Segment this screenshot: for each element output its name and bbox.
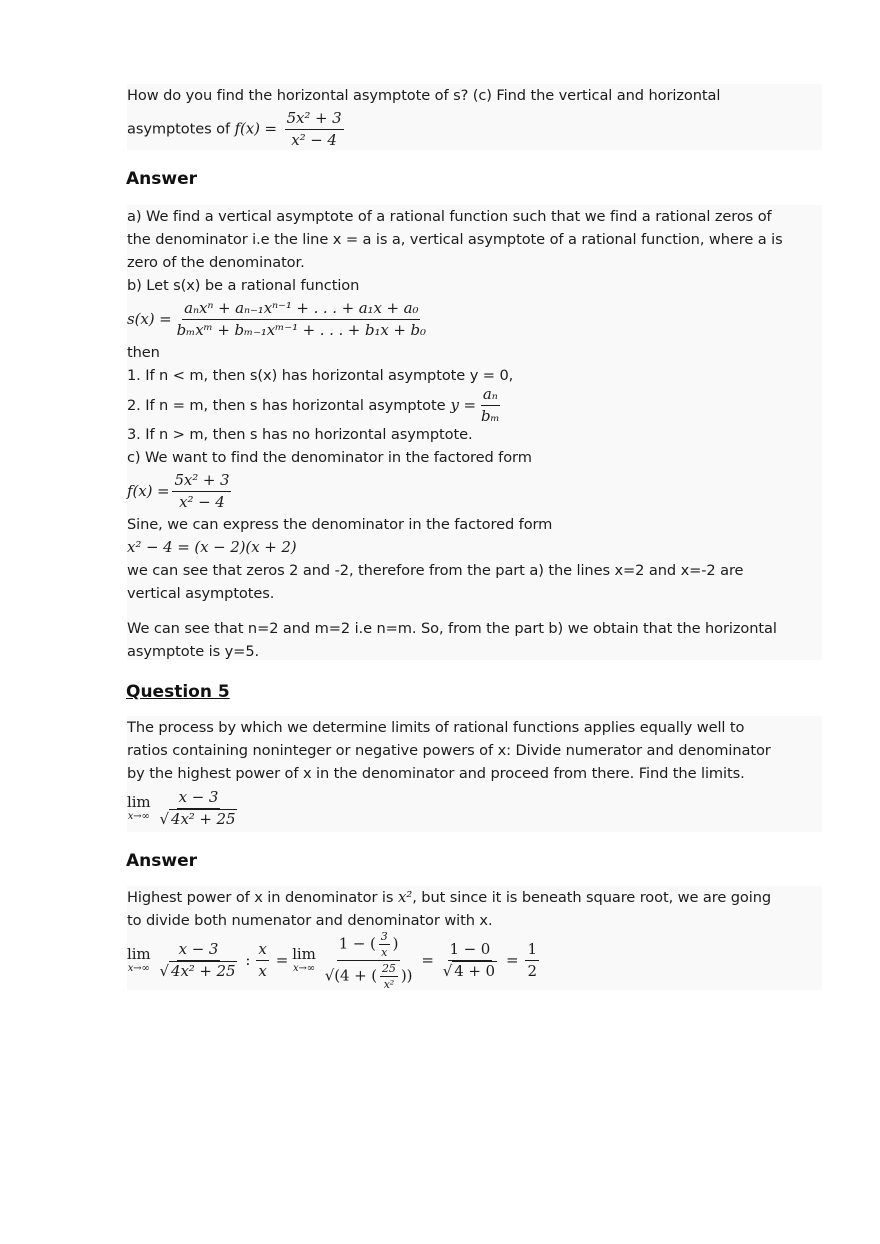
answer-line: the denominator i.e the line x = a is a, vertical asymptote of a rational function, where a is bbox=[127, 231, 783, 248]
fraction-denominator: √ 4 + 0 bbox=[442, 961, 495, 980]
math-y-lhs: y = bbox=[450, 395, 476, 414]
equals-sign: = bbox=[421, 950, 434, 969]
fraction-denominator: √ 4x² + 25 bbox=[159, 961, 236, 980]
answer-line: we can see that zeros 2 and -2, therefore from the part a) the lines x=2 and x=-2 are bbox=[127, 562, 744, 579]
answer-line: then bbox=[127, 344, 160, 361]
question-line: The process by which we determine limits of rational functions applies equally well to bbox=[127, 719, 745, 736]
fraction-numerator: 5x² + 3 bbox=[285, 109, 344, 130]
formula-s bbox=[127, 297, 822, 341]
fraction-denominator: x bbox=[258, 961, 267, 980]
answer-2-body bbox=[127, 886, 822, 990]
limit-subscript: x→∞ bbox=[292, 963, 316, 974]
answer-line: vertical asymptotes. bbox=[127, 585, 275, 602]
answer-line: We can see that n=2 and m=2 i.e n=m. So, from the part b) we obtain that the horizontal bbox=[127, 620, 777, 637]
math-part: 1 − ( bbox=[338, 934, 376, 952]
fraction bbox=[441, 940, 499, 981]
fraction-denominator: √(4 + ( $\frac{25}{\text{x²}}$ )) bbox=[324, 961, 413, 991]
answer-line: Sine, we can express the denominator in the factored form bbox=[127, 516, 553, 533]
fraction-denominator: bₘxᵐ + bₘ₋₁xᵐ⁻¹ + . . . + b₁x + b₀ bbox=[176, 320, 426, 339]
answer-line: asymptote is y=5. bbox=[127, 643, 260, 660]
rule-1: 1. If n < m, then s(x) has horizontal asymptote y = 0, bbox=[127, 367, 514, 384]
limit-label: lim bbox=[127, 793, 151, 811]
fraction-numerator: aₙxⁿ + aₙ₋₁xⁿ⁻¹ + . . . + a₁x + a₀ bbox=[182, 299, 420, 320]
answer-line: b) Let s(x) be a rational function bbox=[127, 277, 360, 294]
fraction bbox=[256, 940, 268, 981]
limit-subscript: x→∞ bbox=[127, 811, 150, 822]
fraction-denominator: x² − 4 bbox=[179, 492, 225, 511]
rule-3: 3. If n > m, then s has no horizontal asymptote. bbox=[127, 426, 473, 443]
question-5-heading: Question 5 bbox=[126, 682, 230, 702]
answer-line: c) We want to find the denominator in the factored form bbox=[127, 449, 532, 466]
math-s-lhs: s(x) = bbox=[127, 309, 172, 328]
fraction-denominator: x² − 4 bbox=[291, 131, 337, 149]
fraction bbox=[379, 930, 390, 959]
formula-limit bbox=[127, 785, 822, 831]
limit-label: lim bbox=[292, 945, 316, 963]
formula-solution bbox=[127, 929, 822, 991]
fraction-denominator: bₘ bbox=[480, 406, 500, 425]
limit-operator bbox=[127, 793, 151, 823]
math-f-lhs: f(x) = bbox=[234, 119, 278, 138]
fraction bbox=[158, 788, 240, 829]
fraction bbox=[525, 940, 538, 981]
question-line: How do you find the horizontal asymptote of s? (c) Find the vertical and horizontal bbox=[127, 87, 721, 104]
answer-line: to divide both numenator and denominator with x. bbox=[127, 912, 493, 929]
fraction-denominator: x² bbox=[383, 977, 395, 991]
math-part: ) bbox=[392, 934, 399, 952]
question-5-body bbox=[127, 716, 822, 832]
equals-sign: = bbox=[275, 950, 289, 969]
answer-body bbox=[127, 205, 822, 660]
fraction bbox=[323, 930, 415, 991]
rule-2-text: 2. If n = m, then s has horizontal asymptote bbox=[127, 396, 446, 414]
math-part: (4 + ( bbox=[334, 966, 377, 984]
fraction bbox=[158, 940, 240, 981]
fraction bbox=[285, 109, 344, 150]
answer-line: zero of the denominator. bbox=[127, 254, 305, 271]
fraction bbox=[175, 299, 428, 340]
math-part: )) bbox=[400, 966, 413, 984]
fraction bbox=[172, 471, 231, 512]
limit-label: lim bbox=[127, 945, 151, 963]
answer-heading: Answer bbox=[126, 851, 197, 871]
limit-operator bbox=[292, 945, 316, 975]
fraction-denominator: 2 bbox=[527, 961, 537, 980]
fraction bbox=[479, 385, 502, 426]
answer-text: Highest power of x in denominator is bbox=[127, 889, 394, 906]
radicand: 4x² + 25 bbox=[171, 809, 236, 828]
fraction-numerator: x − 3 bbox=[177, 940, 221, 961]
question-line: by the highest power of x in the denominator and proceed from there. Find the limits. bbox=[127, 765, 745, 782]
fraction-numerator: 3 bbox=[380, 929, 388, 943]
rule-2 bbox=[127, 384, 822, 425]
answer-heading: Answer bbox=[126, 169, 197, 189]
fraction-numerator: x − 3 bbox=[177, 788, 221, 809]
limit-subscript: x→∞ bbox=[127, 963, 150, 974]
answer-line bbox=[127, 886, 822, 909]
math-x-squared: x² bbox=[397, 888, 413, 906]
fraction-numerator: aₙ bbox=[481, 385, 500, 406]
colon-operator: : bbox=[245, 950, 251, 969]
fraction-numerator: 25 bbox=[382, 961, 396, 975]
fraction-numerator: 1 − 0 bbox=[448, 940, 493, 961]
fraction-numerator bbox=[337, 930, 401, 961]
radicand: 4x² + 25 bbox=[171, 961, 236, 980]
math-f-lhs: f(x) = bbox=[127, 481, 170, 500]
question-line: ratios containing noninteger or negative powers of x: Divide numerator and denominator bbox=[127, 742, 771, 759]
formula-factored: x² − 4 = (x − 2)(x + 2) bbox=[127, 538, 297, 556]
answer-text: , but since it is beneath square root, we are going bbox=[412, 889, 772, 906]
formula-f bbox=[127, 469, 822, 513]
fraction-numerator: 1 bbox=[525, 940, 538, 961]
equals-sign: = bbox=[505, 950, 519, 969]
limit-operator bbox=[127, 945, 151, 975]
question-text: asymptotes of bbox=[127, 120, 231, 138]
fraction-numerator: x bbox=[256, 940, 268, 961]
fraction-denominator: x bbox=[381, 945, 388, 959]
question-continuation bbox=[127, 84, 822, 150]
fraction bbox=[380, 962, 398, 991]
fraction-numerator: 5x² + 3 bbox=[172, 471, 231, 492]
answer-line: a) We find a vertical asymptote of a rational function such that we find a rational zeros of bbox=[127, 208, 772, 225]
fraction-denominator: √ 4x² + 25 bbox=[159, 809, 236, 828]
radicand: 4 + 0 bbox=[454, 961, 495, 980]
